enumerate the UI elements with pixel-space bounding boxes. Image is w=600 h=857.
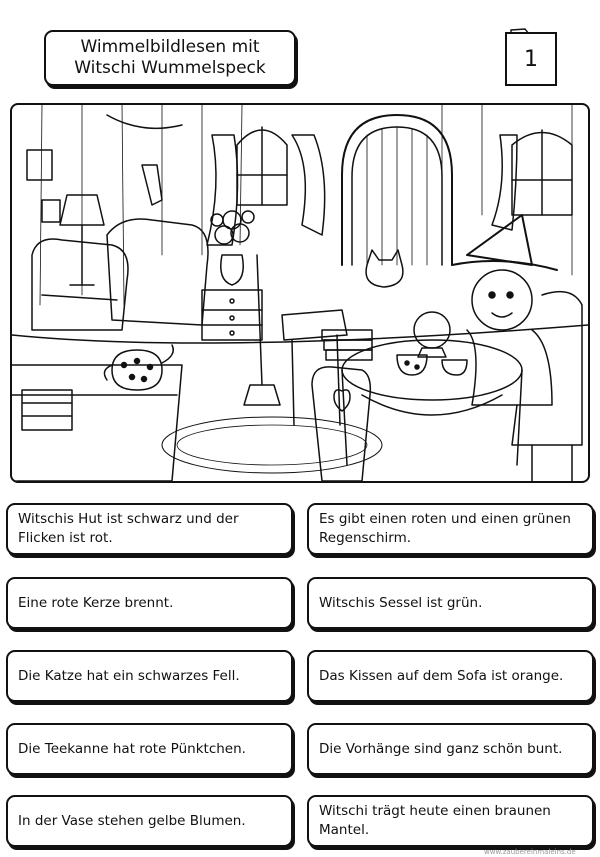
statement-card <box>307 795 594 847</box>
statement-text: Es gibt einen roten und einen grünen Regenschirm. <box>319 511 571 546</box>
hidden-object-illustration <box>10 103 590 483</box>
statement-card <box>6 650 293 702</box>
statement-card <box>6 577 293 629</box>
statement-text: Die Teekanne hat rote Pünktchen. <box>18 740 246 757</box>
worksheet-title <box>44 30 296 86</box>
statement-text: Das Kissen auf dem Sofa ist orange. <box>319 667 564 684</box>
footer-url: www.zaubereinmaleins.de <box>484 848 576 856</box>
statement-card <box>307 723 594 775</box>
statement-text: Witschis Sessel ist grün. <box>319 594 483 611</box>
statement-card <box>307 577 594 629</box>
statement-text: Witschis Hut ist schwarz und der Flicken ist rot. <box>18 511 239 546</box>
statement-text: Die Vorhänge sind ganz schön bunt. <box>319 740 563 757</box>
statement-text: Witschi trägt heute einen braunen Mantel. <box>319 803 551 838</box>
statement-text: Eine rote Kerze brennt. <box>18 594 174 611</box>
title-line-1: Wimmelbildlesen mit <box>80 37 260 57</box>
statement-card <box>6 503 293 555</box>
statement-card <box>6 795 293 847</box>
statement-text: Die Katze hat ein schwarzes Fell. <box>18 667 240 684</box>
statement-card <box>6 723 293 775</box>
page-number: 1 <box>505 32 557 86</box>
title-line-2: Witschi Wummelspeck <box>74 58 266 78</box>
statement-text: In der Vase stehen gelbe Blumen. <box>18 812 246 829</box>
statement-card <box>307 503 594 555</box>
statement-card <box>307 650 594 702</box>
